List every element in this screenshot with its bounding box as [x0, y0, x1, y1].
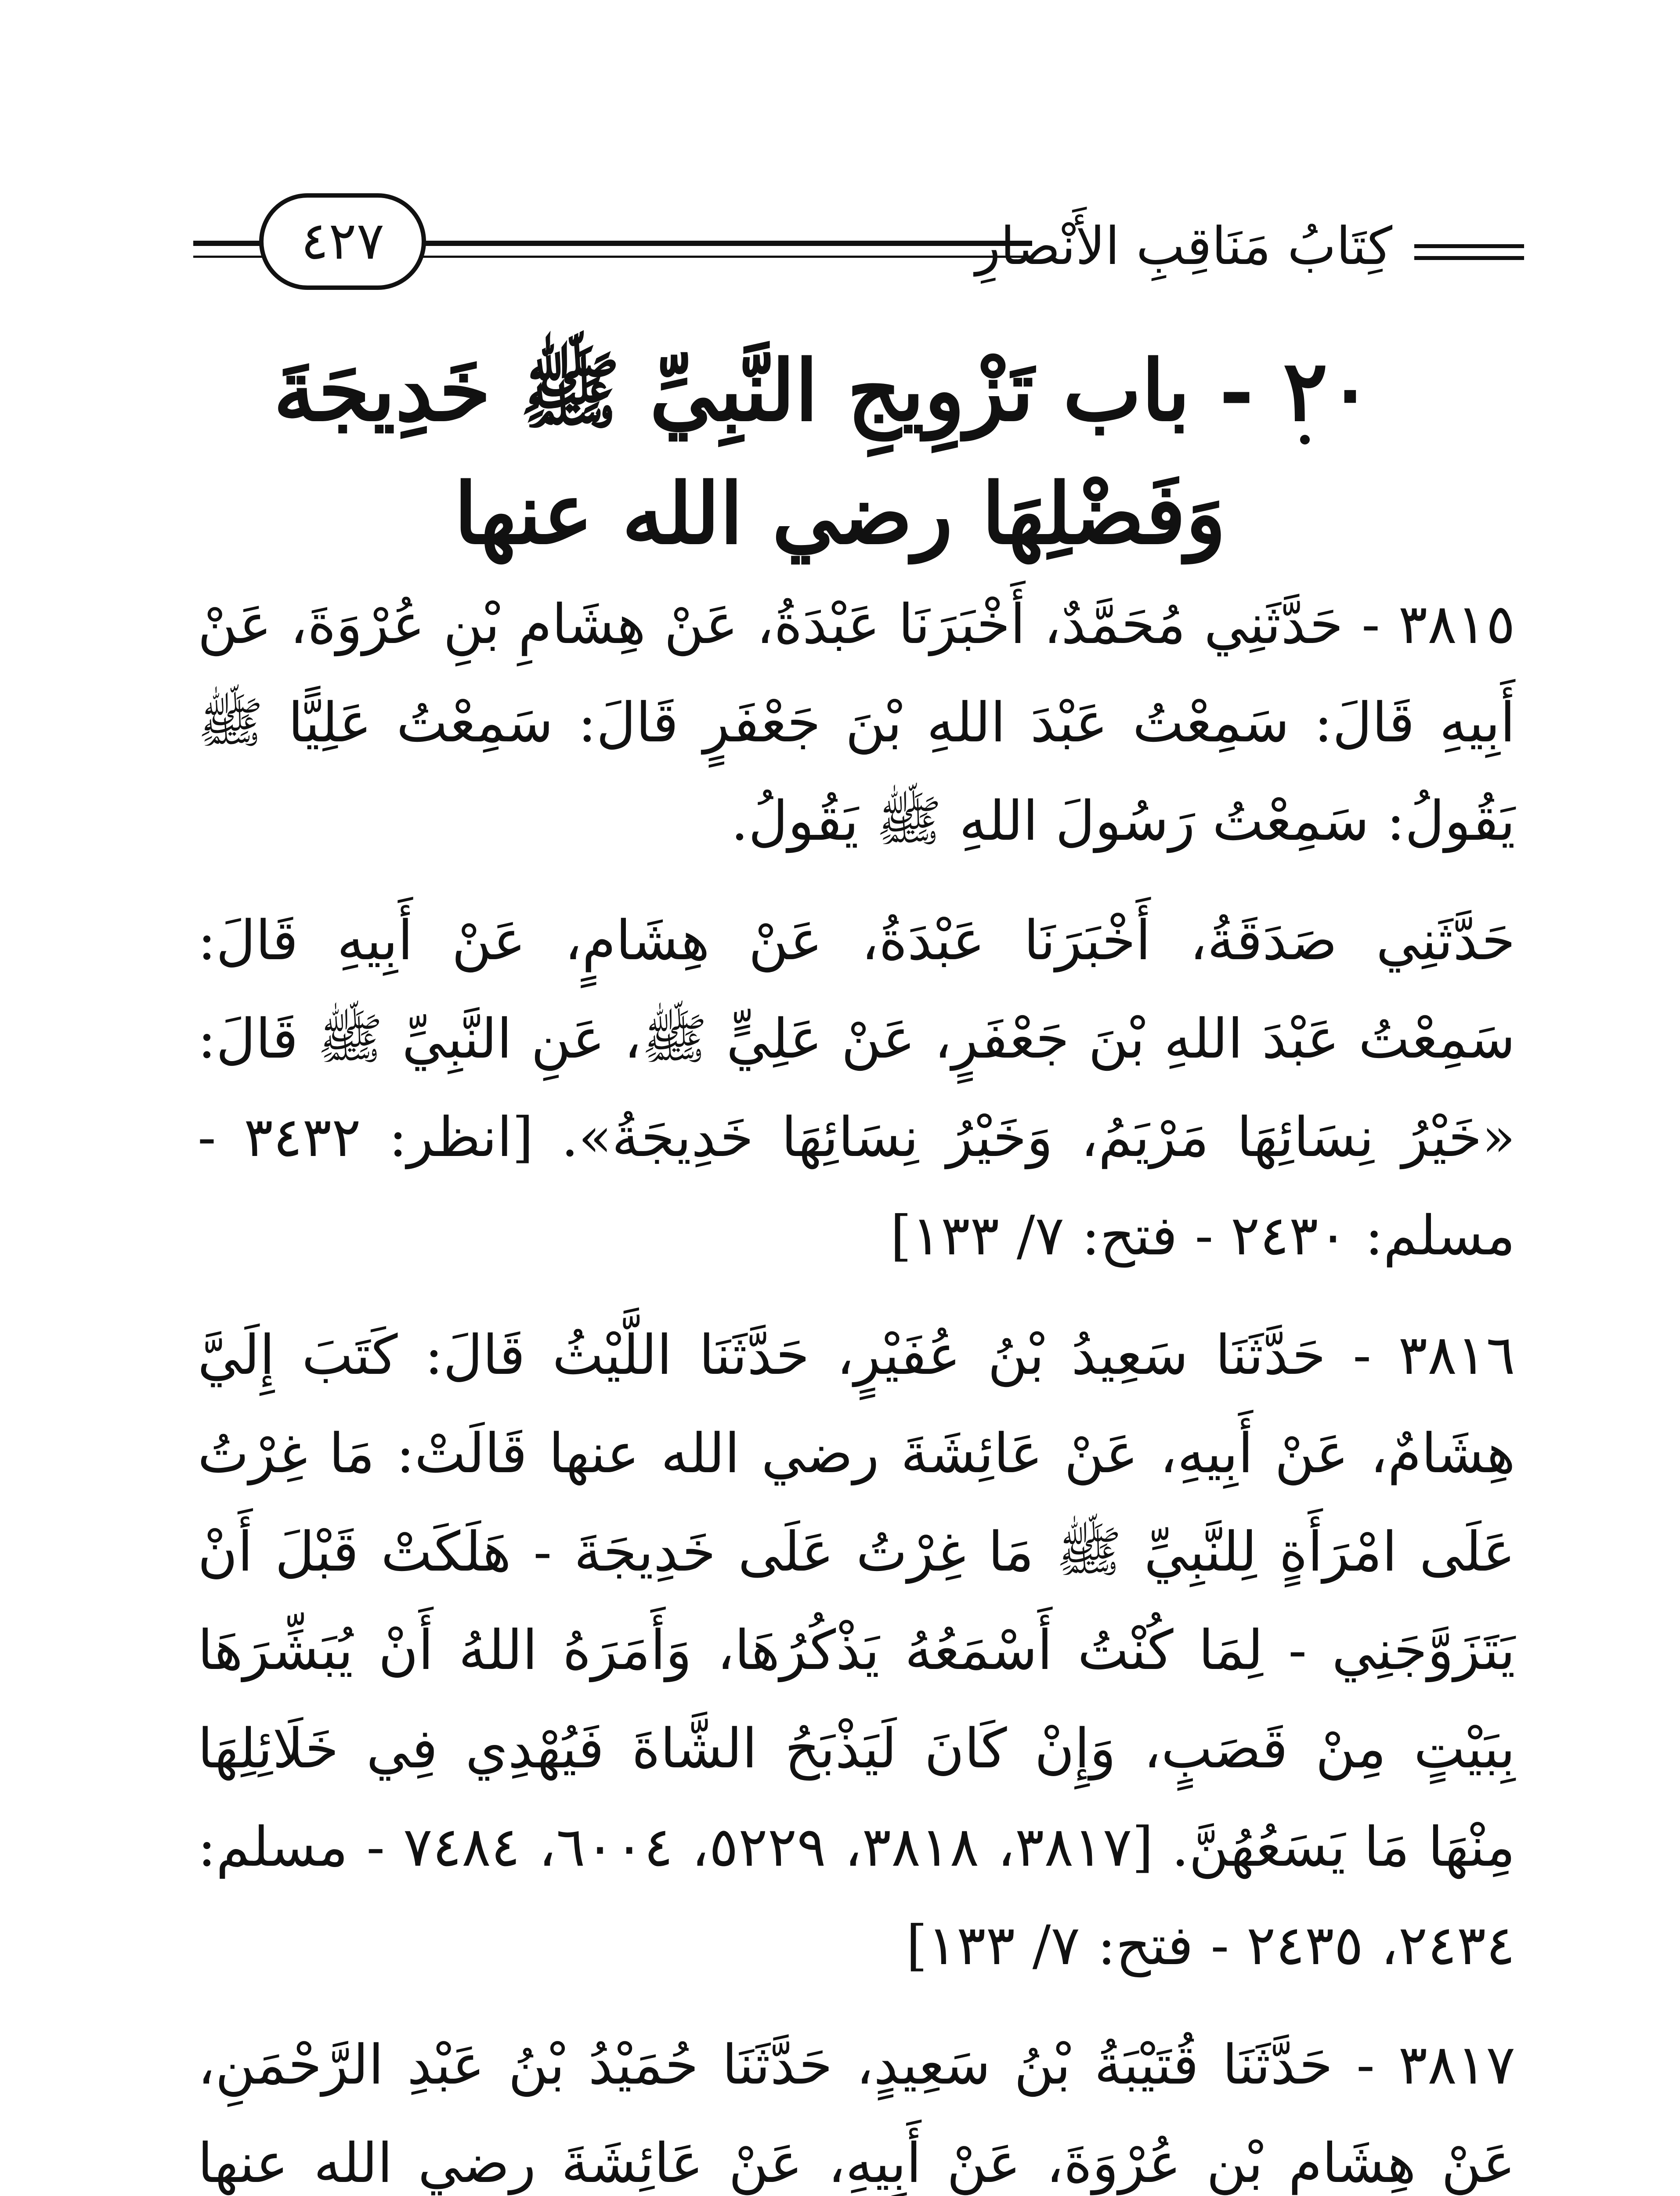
hadith-paragraph — [198, 575, 1515, 870]
hadith-text: - حَدَّثَنَا سَعِيدُ بْنُ عُفَيْرٍ، حَدَّثَنَا اللَّيْثُ قَالَ: كَتَبَ إِلَيَّ هِشَامٌ، عَنْ أَبِيهِ، عَنْ عَائِشَةَ رضي الله عنها قَالَتْ: مَا غِرْتُ عَلَى امْرَأَةٍ لِلنَّبِيِّ ﷺ مَا غِرْتُ عَلَى خَدِيجَةَ - هَلَكَتْ قَبْلَ أَنْ يَتَزَوَّجَنِي - لِمَا كُنْتُ أَسْمَعُهُ يَذْكُرُهَا، وَأَمَرَهُ اللهُ أَنْ يُبَشِّرَهَا بِبَيْتٍ مِنْ قَصَبٍ، وَإِنْ كَانَ لَيَذْبَحُ الشَّاةَ فَيُهْدِي فِي خَلَائِلِهَا مِنْهَا مَا يَسَعُهُنَّ. [٣٨١٧، ٣٨١٨، ٥٢٢٩، ٦٠٠٤، ٧٤٨٤ - مسلم: ٢٤٣٤، ٢٤٣٥ - فتح: ٧/ ١٣٣] — [198, 1324, 1516, 1977]
header-rule-left — [193, 241, 264, 246]
chapter-heading — [273, 334, 1373, 571]
hadith-paragraph — [198, 1306, 1515, 1995]
header-rule-middle — [422, 241, 1032, 246]
running-title: كِتَابُ مَنَاقِبِ الأَنْصارِ — [975, 216, 1392, 276]
hadith-text: - حَدَّثَنَا قُتَيْبَةُ بْنُ سَعِيدٍ، حَدَّثَنَا حُمَيْدُ بْنُ عَبْدِ الرَّحْمَنِ، عَنْ هِشَامِ بْنِ عُرْوَةَ، عَنْ أَبِيهِ، عَنْ عَائِشَةَ رضي الله عنها — [198, 2033, 1515, 2195]
hadith-number: ٣٨١٦ — [1398, 1324, 1515, 1387]
body-text — [198, 575, 1515, 2196]
running-header — [193, 184, 1524, 316]
hadith-number: ٣٨١٧ — [1398, 2033, 1516, 2097]
hadith-number: ٣٨١٥ — [1398, 593, 1515, 656]
hadith-paragraph — [198, 2016, 1515, 2196]
chapter-title-line-2: وَفَضْلِهَا رضي الله عنها — [454, 465, 1226, 563]
page-number-badge: ٤٢٧ — [259, 193, 426, 290]
hadith-paragraph — [198, 892, 1515, 1285]
hadith-text: حَدَّثَنِي صَدَقَةُ، أَخْبَرَنَا عَبْدَةُ، عَنْ هِشَامٍ، عَنْ أَبِيهِ قَالَ: سَمِعْتُ عَبْدَ اللهِ بْنَ جَعْفَرٍ، عَنْ عَلِيٍّ ﷺ، عَنِ النَّبِيِّ ﷺ قَالَ: «خَيْرُ نِسَائِهَا مَرْيَمُ، وَخَيْرُ نِسَائِهَا خَدِيجَةُ». [انظر: ٣٤٣٢ - مسلم: ٢٤٣٠ - فتح: ٧/ ١٣٣] — [198, 909, 1515, 1268]
chapter-title-line-1: ٢٠ - باب تَزْوِيجِ النَّبِيِّ ﷺ خَدِيجَةَ — [273, 342, 1373, 440]
header-rule-right — [1414, 244, 1524, 248]
hadith-text: - حَدَّثَنِي مُحَمَّدٌ، أَخْبَرَنَا عَبْدَةُ، عَنْ هِشَامِ بْنِ عُرْوَةَ، عَنْ أَبِيهِ قَالَ: سَمِعْتُ عَبْدَ اللهِ بْنَ جَعْفَرٍ قَالَ: سَمِعْتُ عَلِيًّا ﷺ يَقُولُ: سَمِعْتُ رَسُولَ اللهِ ﷺ يَقُولُ. — [198, 593, 1515, 853]
